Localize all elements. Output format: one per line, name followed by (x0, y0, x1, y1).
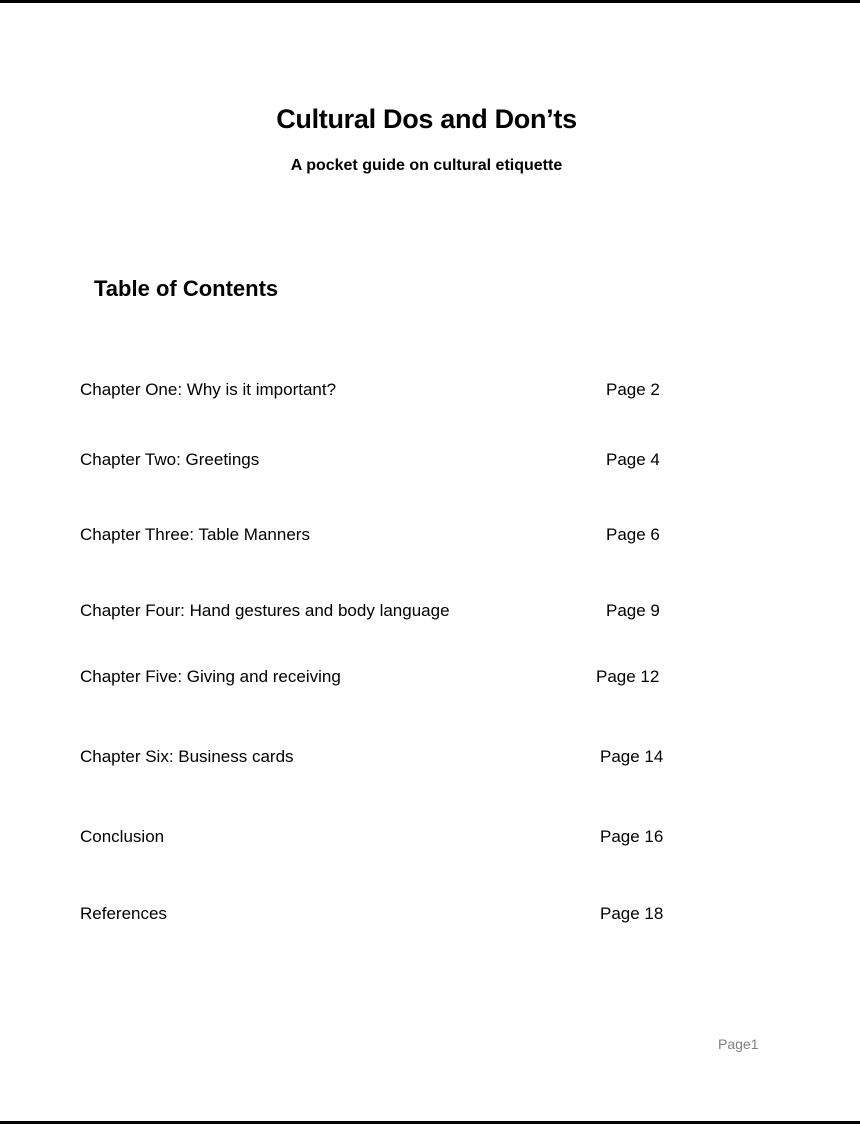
toc-entry-label: Chapter Three: Table Manners (80, 525, 310, 544)
toc-entry-chapter-one[interactable] (80, 380, 680, 404)
toc-entry-page: Page 12 (596, 667, 660, 686)
document-subtitle: A pocket guide on cultural etiquette (290, 157, 563, 174)
bottom-border (0, 1121, 860, 1124)
toc-entry-page: Page 14 (600, 747, 664, 766)
toc-entry-chapter-three[interactable] (80, 525, 680, 549)
toc-entry-label: Chapter Two: Greetings (80, 450, 260, 469)
toc-entry-chapter-four[interactable] (80, 601, 680, 625)
footer-page-number: Page1 (718, 1036, 759, 1052)
toc-entry-chapter-six[interactable] (80, 747, 680, 771)
toc-entry-references[interactable] (80, 904, 680, 928)
toc-entry-label: References (80, 904, 167, 923)
toc-heading: Table of Contents (94, 276, 279, 301)
toc-entry-page: Page 6 (606, 525, 660, 544)
toc-entry-label: Chapter Six: Business cards (80, 747, 294, 766)
toc-entry-page: Page 9 (606, 601, 660, 620)
toc-entry-page: Page 16 (600, 827, 664, 846)
toc-entry-label: Chapter One: Why is it important? (80, 380, 337, 399)
toc-entry-label: Conclusion (80, 827, 165, 846)
toc-entry-chapter-two[interactable] (80, 450, 680, 474)
toc-entry-conclusion[interactable] (80, 827, 680, 851)
toc-entry-page: Page 18 (600, 904, 664, 923)
toc-entry-chapter-five[interactable] (80, 667, 680, 691)
top-border (0, 0, 860, 3)
toc-entry-page: Page 4 (606, 450, 660, 469)
toc-entry-label: Chapter Five: Giving and receiving (80, 667, 341, 686)
document-title: Cultural Dos and Don’ts (276, 104, 577, 134)
toc-entry-page: Page 2 (606, 380, 660, 399)
toc-entry-label: Chapter Four: Hand gestures and body language (80, 601, 450, 620)
